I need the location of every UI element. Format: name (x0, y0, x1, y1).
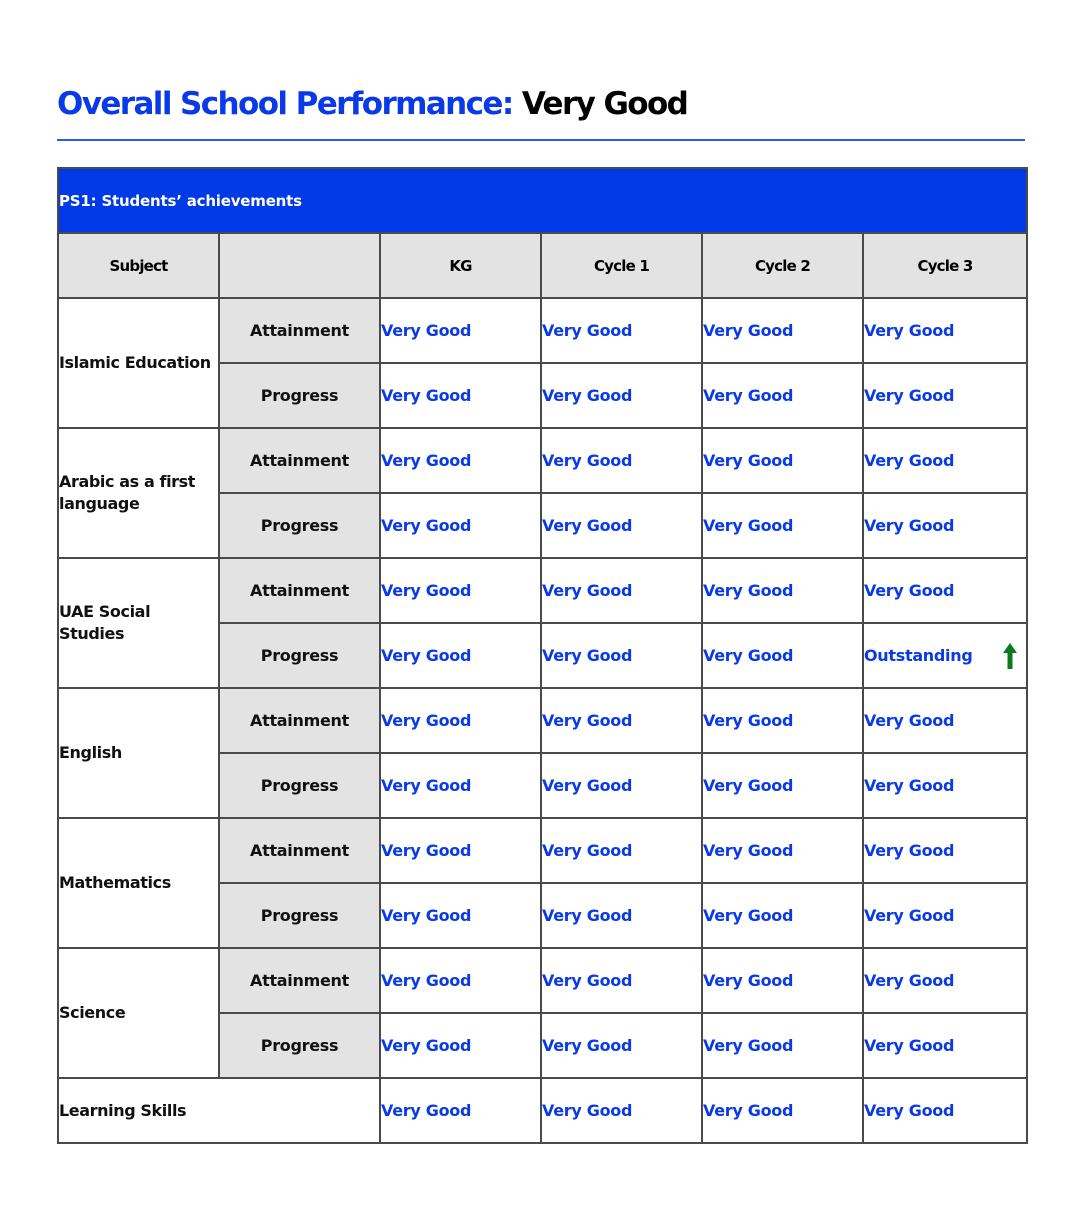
measure-attainment: Attainment (219, 558, 380, 623)
measure-attainment: Attainment (219, 948, 380, 1013)
grade-cell: Very Good (702, 428, 863, 493)
subject-science: Science (58, 948, 219, 1078)
title-divider (57, 139, 1025, 141)
grade-cell: Very Good (541, 1013, 702, 1078)
grade-cell: Very Good (541, 493, 702, 558)
table-row (58, 688, 1027, 753)
grade-cell: Very Good (380, 493, 541, 558)
measure-progress: Progress (219, 493, 380, 558)
subject-learning-skills: Learning Skills (58, 1078, 380, 1143)
grade-cell: Very Good (541, 1078, 702, 1143)
table-row (58, 1078, 1027, 1143)
measure-progress: Progress (219, 363, 380, 428)
table-banner-row (58, 168, 1027, 233)
grade-cell: Very Good (380, 1078, 541, 1143)
measure-attainment: Attainment (219, 428, 380, 493)
overall-rating: Very Good (521, 86, 688, 122)
grade-cell: Very Good (541, 428, 702, 493)
column-header-measure (219, 233, 380, 298)
grade-cell: Very Good (380, 1013, 541, 1078)
grade-cell: Very Good (863, 298, 1027, 363)
page-title-lead: Overall School Performance: (57, 86, 513, 122)
grade-cell: Very Good (863, 818, 1027, 883)
measure-attainment: Attainment (219, 688, 380, 753)
achievements-table (57, 167, 1028, 1144)
grade-cell: Very Good (380, 883, 541, 948)
table-row (58, 298, 1027, 363)
measure-attainment: Attainment (219, 298, 380, 363)
grade-cell: Very Good (702, 298, 863, 363)
grade-cell: Very Good (702, 558, 863, 623)
page-title (57, 84, 687, 124)
grade-value: Outstanding (864, 646, 973, 665)
grade-cell: Very Good (541, 363, 702, 428)
subject-mathematics: Mathematics (58, 818, 219, 948)
measure-progress: Progress (219, 623, 380, 688)
grade-cell: Very Good (380, 298, 541, 363)
grade-cell: Very Good (380, 753, 541, 818)
grade-cell: Very Good (380, 623, 541, 688)
grade-cell: Very Good (702, 753, 863, 818)
grade-cell: Very Good (380, 688, 541, 753)
grade-cell: Very Good (702, 363, 863, 428)
subject-uae-social-studies: UAE Social Studies (58, 558, 219, 688)
table-row (58, 818, 1027, 883)
grade-cell: Very Good (863, 428, 1027, 493)
grade-cell: Very Good (863, 1078, 1027, 1143)
grade-cell: Very Good (863, 753, 1027, 818)
grade-cell: Very Good (702, 493, 863, 558)
grade-cell: Very Good (541, 948, 702, 1013)
grade-cell-improved (863, 623, 1027, 688)
measure-attainment: Attainment (219, 818, 380, 883)
grade-cell: Very Good (702, 688, 863, 753)
grade-cell: Very Good (702, 948, 863, 1013)
grade-cell: Very Good (863, 948, 1027, 1013)
column-header-subject: Subject (58, 233, 219, 298)
grade-cell: Very Good (541, 688, 702, 753)
column-header-kg: KG (380, 233, 541, 298)
grade-cell: Very Good (380, 558, 541, 623)
grade-cell: Very Good (702, 1078, 863, 1143)
table-row (58, 558, 1027, 623)
grade-cell: Very Good (702, 1013, 863, 1078)
grade-cell: Very Good (541, 298, 702, 363)
grade-cell: Very Good (863, 558, 1027, 623)
grade-cell: Very Good (863, 883, 1027, 948)
grade-cell: Very Good (541, 818, 702, 883)
column-header-cycle-2: Cycle 2 (702, 233, 863, 298)
grade-cell: Very Good (541, 753, 702, 818)
grade-cell: Very Good (380, 818, 541, 883)
grade-cell: Very Good (863, 493, 1027, 558)
column-header-row (58, 233, 1027, 298)
grade-cell: Very Good (863, 1013, 1027, 1078)
table-title: PS1: Students’ achievements (58, 168, 1027, 233)
grade-cell: Very Good (541, 623, 702, 688)
table-row (58, 948, 1027, 1013)
grade-cell: Very Good (863, 363, 1027, 428)
column-header-cycle-3: Cycle 3 (863, 233, 1027, 298)
grade-cell: Very Good (380, 428, 541, 493)
grade-cell: Very Good (863, 688, 1027, 753)
table-row (58, 428, 1027, 493)
grade-cell: Very Good (702, 623, 863, 688)
grade-cell: Very Good (702, 883, 863, 948)
grade-cell: Very Good (541, 558, 702, 623)
grade-cell: Very Good (380, 363, 541, 428)
measure-progress: Progress (219, 753, 380, 818)
measure-progress: Progress (219, 883, 380, 948)
subject-arabic-first-language: Arabic as a first language (58, 428, 219, 558)
grade-cell: Very Good (541, 883, 702, 948)
subject-islamic-education: Islamic Education (58, 298, 219, 428)
measure-progress: Progress (219, 1013, 380, 1078)
arrow-up-icon (1003, 643, 1017, 669)
grade-cell: Very Good (702, 818, 863, 883)
column-header-cycle-1: Cycle 1 (541, 233, 702, 298)
grade-cell: Very Good (380, 948, 541, 1013)
subject-english: English (58, 688, 219, 818)
